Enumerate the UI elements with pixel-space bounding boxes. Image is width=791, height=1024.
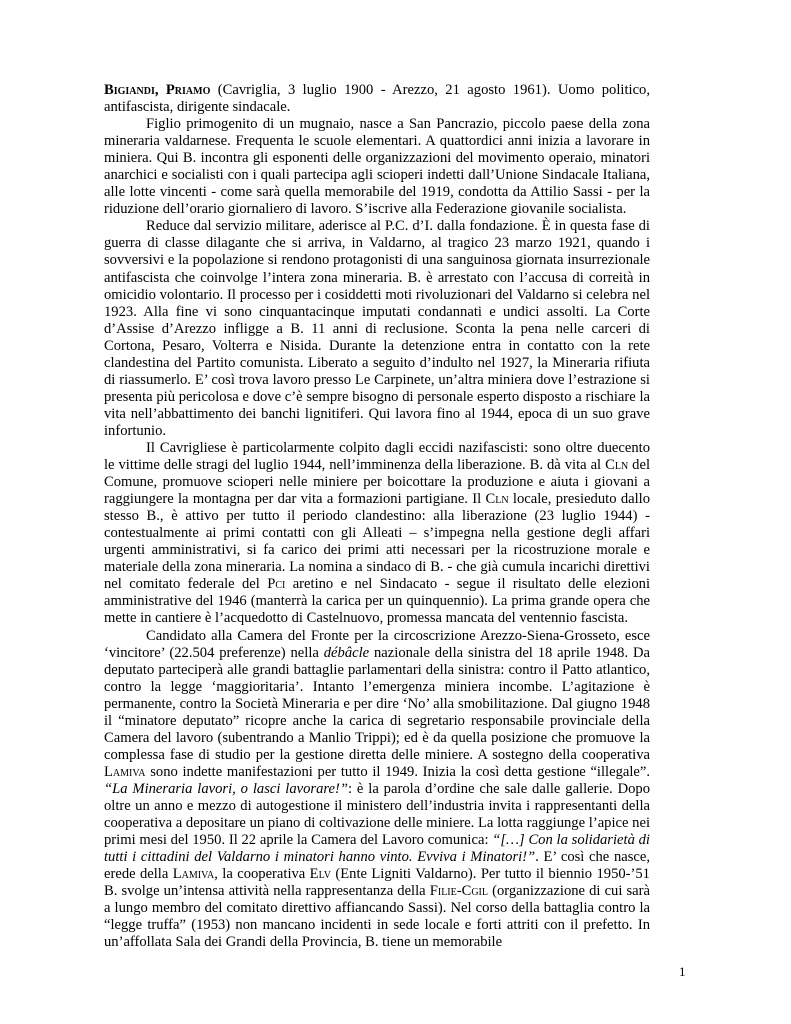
- abbreviation-lamiva: Lamiva: [172, 866, 215, 883]
- abbreviation-filie-cgil: Filie-Cgil: [429, 883, 488, 900]
- abbreviation-lamiva: Lamiva: [104, 763, 146, 780]
- page-number: 1: [679, 964, 686, 979]
- text-segment: : è la parola d’ordine che sale dalle gallerie. Dopo oltre un anno e mezzo di autogestione il ministero dell’industria invita i rappresentanti della cooperativa a depositare un piano di coltivazione delle miniere. La lotta raggiunge l’apice nei primi mesi del 1950. Il 22 aprile la Camera del Lavoro comunica:: [104, 780, 650, 849]
- text-segment: Il Cavrigliese è particolarmente colpito dagli eccidi nazifascisti: sono oltre duecento le vittime delle stragi del luglio 1944, nell’imminenza della liberazione. B. dà vita al: [104, 439, 650, 474]
- text-segment: nazionale della sinistra del 18 aprile 1948. Da deputato parteciperà alle grandi battaglie parlamentari della sinistra: contro il Patto atlantico, contro la legge ‘maggioritaria’. Intanto l’emergenza miniera incombe. L’agitazione è permanente, contro la Società Mineraria e per dire ‘No’ alla smobilitazione. Dal giugno 1948 il “minatore deputato” ricopre anche la carica di segretario responsabile provinciale della Camera del lavoro (subentrando a Manlio Trippi); ed è da quella posizione che promuove la complessa fase di studio per la gestione diretta delle miniere. A sostegno della cooperativa: [104, 644, 650, 763]
- italic-quote-communique: “[…] Con la solidarietà di tutti i cittadini del Valdarno i minatori hanno vinto. Evviva i Minatori!”: [104, 832, 650, 866]
- italic-quote-slogan: “La Mineraria lavori, o lasci lavorare!”: [104, 780, 348, 797]
- text-segment: del Comune, promuove scioperi nelle miniere per boicottare la produzione e aiuta i giovani a raggiungere la montagna per dar vita a formazioni partigiane. Il: [104, 457, 650, 508]
- paragraph-3: [104, 440, 650, 628]
- entry-details: (Cavriglia, 3 luglio 1900 - Arezzo, 21 agosto 1961). Uomo politico, antifascista, dirigente sindacale.: [104, 82, 650, 116]
- paragraph-1: Figlio primogenito di un mugnaio, nasce a San Pancrazio, piccolo paese della zona mineraria valdarnese. Frequenta le scuole elementari. A quattordici anni inizia a lavorare in miniera. Qui B. incontra gli esponenti delle organizzazioni del movimento operaio, minatori anarchici e socialisti con i quali partecipa agli scioperi indetti dall’Unione Sindacale Italiana, alle lotte vincenti - come sarà quella memorabile del 1919, condotta da Attilio Sassi - per la riduzione dell’orario giornaliero di lavoro. S’iscrive alla Federazione giovanile socialista.: [104, 116, 650, 218]
- text-segment: (organizzazione di cui sarà a lungo membro del comitato direttivo affiancando Sassi). Nel corso della battaglia contro la “legge truffa” (1953) non mancano incidenti in sede locale e forti attriti con il prefetto. In un’affollata Sala dei Grandi della Provincia, B. tiene un memorabile: [104, 883, 650, 951]
- text-segment: locale, presieduto dallo stesso B., è attivo per tutto il periodo clandestino: alla liberazione (23 luglio 1944) - contestualmente ai primi contatti con gli Alleati – s’impegna nella gestione degli affari urgenti amministrativi, si fa carico dei primi atti necessari per la ricostruzione morale e materiale della zona mineraria. La nomina a sindaco di B. - che già cumula incarichi direttivi nel comitato federale del: [104, 491, 651, 593]
- abbreviation-elv: Elv: [309, 866, 331, 883]
- abbreviation-pci: Pci: [267, 576, 286, 593]
- abbreviation-cln: Cln: [485, 491, 509, 508]
- entry-heading: [104, 82, 650, 116]
- paragraph-4: [104, 628, 650, 952]
- entry-name: Bigiandi, Priamo: [104, 82, 211, 98]
- document-body: [104, 82, 650, 951]
- text-segment: aretino e nel Sindacato - segue il risultato delle elezioni amministrative del 1946 (manterrà la carica per un quinquennio). La prima grande opera che mette in cantiere è l’acquedotto di Castelnuovo, promessa mancata del ventennio fascista.: [104, 576, 651, 627]
- paragraph-2: Reduce dal servizio militare, aderisce al P.C. d’I. dalla fondazione. È in questa fase di guerra di classe dilagante che si arriva, in Valdarno, al tragico 23 marzo 1921, quando i sovversivi e la popolazione si rendono protagonisti di una sanguinosa giornata insurrezionale antifascista che coinvolge l’intera zona mineraria. B. è arrestato con l’accusa di correità in omicidio volontario. Il processo per i cosiddetti moti rivoluzionari del Valdarno si celebra nel 1923. Alla fine vi sono cinquantacinque imputati condannati e undici assolti. La Corte d’Assise d’Arezzo infligge a B. 11 anni di reclusione. Sconta la pena nelle carceri di Cortona, Pesaro, Volterra e Nisida. Durante la detenzione entra in contatto con la rete clandestina del Partito comunista. Liberato a seguito d’indulto nel 1927, la Mineraria rifiuta di riassumerlo. E’ così trova lavoro presso Le Carpinete, un’altra miniera dove l’estrazione si presenta più pericolosa e dove c’è sempre bisogno di personale esperto disposto a rischiare la vita nell’abbattimento dei banchi lignitiferi. Qui lavora fino al 1944, epoca di un suo grave infortunio.: [104, 218, 650, 439]
- text-segment: , la cooperativa: [214, 866, 310, 883]
- italic-term-debacle: débâcle: [323, 644, 370, 661]
- text-segment: Candidato alla Camera del Fronte per la circoscrizione Arezzo-Siena-Grosseto, esce ‘vincitore’ (22.504 preferenze) nella: [104, 627, 650, 661]
- abbreviation-cln: Cln: [605, 457, 629, 474]
- text-segment: . E’ così che nasce, erede della: [104, 849, 651, 883]
- text-segment: sono indette manifestazioni per tutto il 1949. Inizia la così detta gestione “illegale”.: [145, 763, 650, 780]
- text-segment: (Ente Ligniti Valdarno). Per tutto il biennio 1950-’51 B. svolge un’intensa attività nella rappresentanza della: [104, 866, 650, 900]
